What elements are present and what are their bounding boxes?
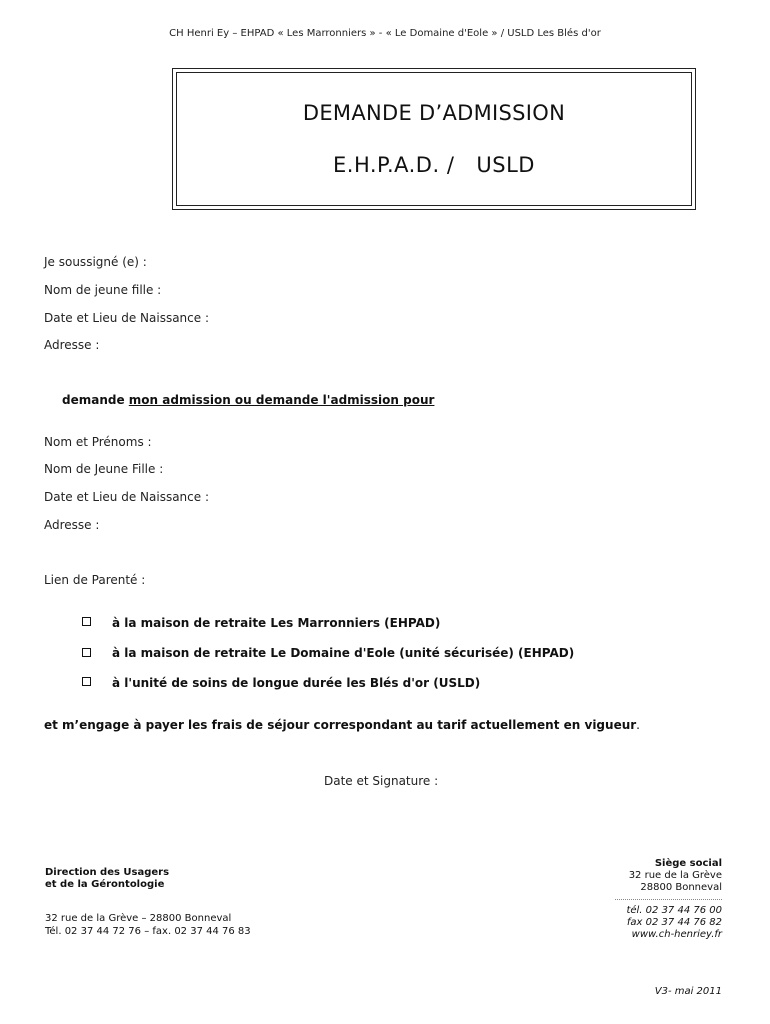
subtitle-ehpad: E.H.P.A.D. /: [333, 153, 455, 177]
field-birth-date-place: Date et Lieu de Naissance :: [44, 311, 209, 325]
commitment-period: .: [636, 718, 640, 732]
footer-department-line2: et de la Gérontologie: [45, 879, 165, 890]
document-subtitle: [173, 153, 695, 177]
footer-website-link[interactable]: www.ch-henriey.fr: [631, 929, 722, 940]
document-header: CH Henri Ey – EHPAD « Les Marronniers » - « Le Domaine d'Eole » / USLD Les Blés d'or: [169, 28, 601, 39]
field-relationship: Lien de Parenté :: [44, 573, 146, 587]
request-underlined: mon admission ou demande l'admission pour: [128, 393, 435, 407]
checkbox-marronniers[interactable]: [82, 617, 91, 626]
commitment-statement: [44, 718, 640, 732]
checkbox-domaine-eole[interactable]: [82, 648, 91, 657]
footer-head-office-fax: fax 02 37 44 76 82: [626, 917, 722, 928]
title-box-inner-border: [176, 72, 692, 206]
footer-department-line1: Direction des Usagers: [45, 867, 170, 878]
field-undersigned: Je soussigné (e) :: [44, 255, 147, 269]
field-beneficiary-name: Nom et Prénoms :: [44, 435, 152, 449]
request-statement: [62, 393, 434, 407]
field-maiden-name: Nom de jeune fille :: [44, 283, 162, 297]
subtitle-usld: USLD: [476, 153, 535, 177]
field-address: Adresse :: [44, 338, 100, 352]
option-domaine-eole-label: à la maison de retraite Le Domaine d'Eole (unité sécurisée) (EHPAD): [112, 646, 575, 660]
footer-address: 32 rue de la Grève – 28800 Bonneval: [45, 913, 232, 924]
footer-head-office-city: 28800 Bonneval: [640, 882, 722, 893]
field-beneficiary-maiden-name: Nom de Jeune Fille :: [44, 462, 164, 476]
footer-head-office-street: 32 rue de la Grève: [628, 870, 722, 881]
document-title: DEMANDE D’ADMISSION: [302, 101, 566, 125]
option-bles-dor-label: à l'unité de soins de longue durée les Blés d'or (USLD): [112, 676, 481, 690]
footer-divider: [615, 899, 722, 900]
checkbox-bles-dor[interactable]: [82, 677, 91, 686]
field-beneficiary-birth: Date et Lieu de Naissance :: [44, 490, 209, 504]
request-prefix: demande: [62, 393, 125, 407]
commitment-text: et m’engage à payer les frais de séjour correspondant au tarif actuellement en vigueur: [44, 718, 637, 732]
footer-contact: Tél. 02 37 44 72 76 – fax. 02 37 44 76 83: [45, 926, 251, 937]
title-box: [172, 68, 696, 210]
footer-head-office-tel: tél. 02 37 44 76 00: [626, 905, 722, 916]
option-marronniers-label: à la maison de retraite Les Marronniers (EHPAD): [112, 616, 441, 630]
footer-head-office-heading: Siège social: [654, 858, 722, 869]
signature-label: Date et Signature :: [324, 774, 439, 788]
field-beneficiary-address: Adresse :: [44, 518, 100, 532]
footer-version: V3- mai 2011: [654, 986, 722, 997]
